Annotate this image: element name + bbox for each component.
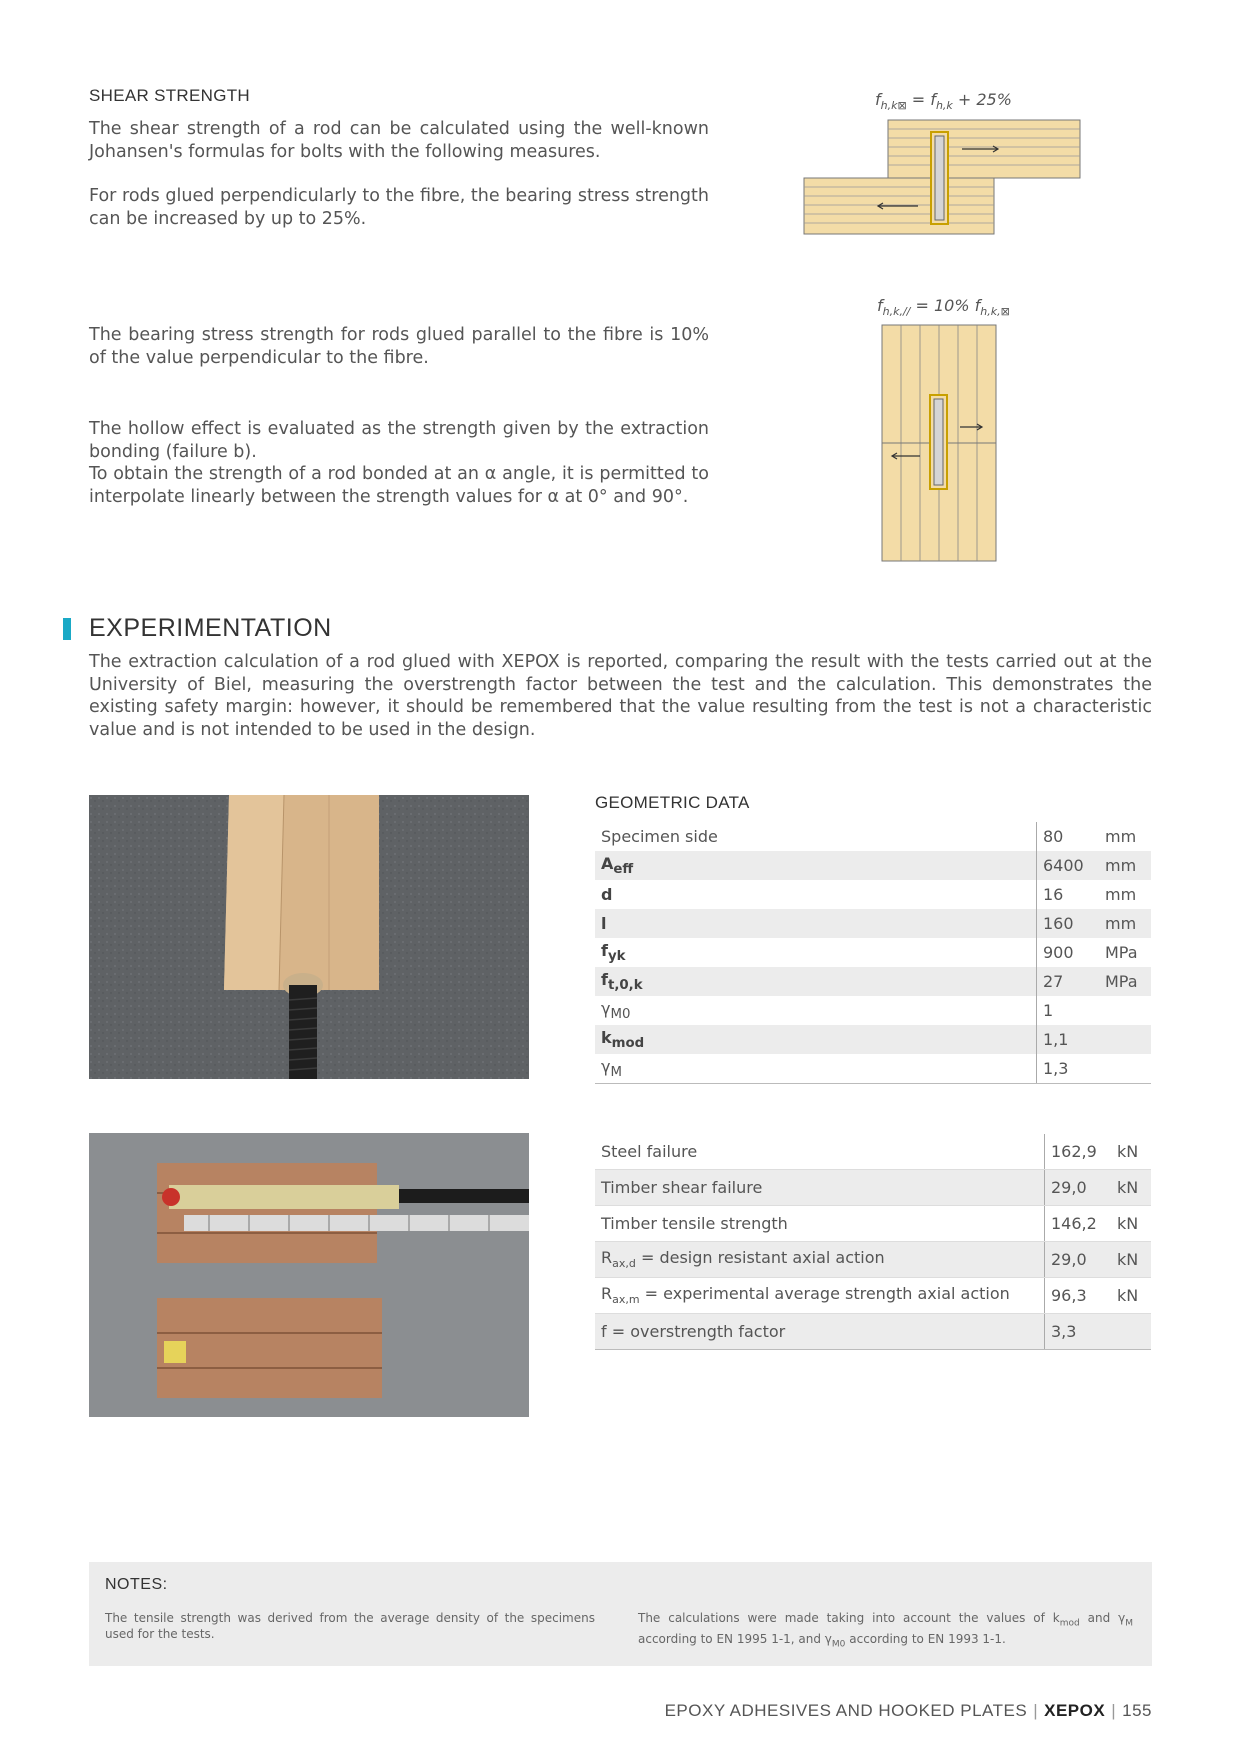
result-row [595,1170,1151,1206]
notes-box [89,1562,1152,1666]
geometric-data-table [595,822,1151,1084]
result-label: $R_{ax,d}$ = design resistant axial action [595,1242,1045,1278]
geometric-unit: mm [1099,909,1151,938]
result-unit [1111,1314,1151,1350]
result-row [595,1242,1151,1278]
geometric-unit: MPa [1105,943,1138,962]
specimen-photo [89,795,529,1079]
geometric-value: 1 [1037,996,1100,1025]
result-label: f = overstrength factor [595,1314,1045,1350]
geometric-row [595,967,1151,996]
result-label: Timber tensile strength [595,1206,1045,1242]
geometric-value: 1,1 [1037,1025,1100,1054]
geometric-data-heading: GEOMETRIC DATA [595,793,750,812]
geometric-row [595,880,1151,909]
geometric-unit: mm [1105,827,1137,846]
formula-parallel: $f_{h,k,//} = 10\%$ $f_{h,k,⊠}$ [877,296,1010,319]
geometric-param: $\gamma_{M0}$ [601,998,631,1023]
geometric-row [595,1025,1151,1054]
geometric-param: l [595,909,1037,938]
geometric-value: 27 [1037,967,1100,996]
result-value: 146,2 [1045,1206,1112,1242]
geometric-unit: mm [1099,851,1151,880]
geometric-value: 6400 [1037,851,1100,880]
experimentation-heading: EXPERIMENTATION [89,614,332,642]
note-left: The tensile strength was derived from the average density of the specimens used for the tests. [105,1611,595,1641]
geometric-value: 80 [1037,822,1100,851]
geometric-param: $f_{t,0,k}$ [595,967,1037,996]
result-row [595,1134,1151,1170]
geometric-value: 900 [1037,938,1100,967]
result-label: Steel failure [595,1134,1045,1170]
geometric-param: $A_{eff}$ [595,851,1037,880]
hollow-effect-text: The hollow effect is evaluated as the strength given by the extraction bonding (failure b). [89,419,709,462]
geometric-unit: MPa [1099,967,1151,996]
geometric-row [595,938,1151,967]
result-value: 96,3 [1045,1278,1112,1314]
geometric-unit [1099,996,1151,1025]
page-number: 155 [1122,1701,1152,1720]
result-value: 162,9 [1045,1134,1112,1170]
geometric-row [595,851,1151,880]
perpendicular-rod-diagram [800,118,1085,238]
result-value: 29,0 [1045,1170,1112,1206]
shear-paragraph-3: The bearing stress strength for rods glued parallel to the fibre is 10% of the value perpendicular to the fibre. [89,325,709,368]
geometric-row [595,1054,1151,1084]
shear-paragraph-2: For rods glued perpendicularly to the fibre, the bearing stress strength can be increased by up to 25%. [89,186,709,229]
geometric-value: 160 [1037,909,1100,938]
geometric-unit [1099,1054,1151,1084]
result-row [595,1314,1151,1350]
geometric-unit: mm [1105,885,1137,904]
notes-title: NOTES: [105,1576,168,1593]
result-row [595,1278,1151,1314]
section-accent-bar [63,618,71,640]
geometric-param: d [601,885,613,904]
formula-perpendicular: $f_{h,k⊠} = f_{h,k} + 25\%$ [875,90,1012,113]
result-unit: kN [1111,1206,1151,1242]
result-unit: kN [1111,1278,1151,1314]
result-label: $R_{ax,m}$ = experimental average strength axial action [595,1278,1045,1314]
parallel-rod-diagram [880,323,1000,563]
geometric-row [595,996,1151,1025]
note-right: The calculations were made taking into account the values of $k_{mod}$ and $\gamma_M$ according to EN 1995 1-1, and $\gamma_{M0}$ according to EN 1993 1-1. [638,1611,1133,1650]
geometric-row [595,822,1151,851]
footer-category: EPOXY ADHESIVES AND HOOKED PLATES [664,1701,1028,1720]
result-unit: kN [1111,1170,1151,1206]
result-unit: kN [1111,1134,1151,1170]
results-table [595,1134,1151,1350]
geometric-unit [1099,1025,1151,1054]
geometric-param: Specimen side [601,827,718,846]
result-row [595,1206,1151,1242]
geometric-value: 16 [1037,880,1100,909]
result-label: Timber shear failure [595,1170,1045,1206]
result-unit: kN [1111,1242,1151,1278]
result-value: 3,3 [1045,1314,1112,1350]
failed-specimen-photo [89,1133,529,1417]
glued-rod [931,132,948,224]
glued-rod-parallel [930,395,947,489]
geometric-param: $f_{yk}$ [601,940,626,965]
geometric-value: 1,3 [1037,1054,1100,1084]
shear-paragraph-1: The shear strength of a rod can be calculated using the well-known Johansen's formulas for bolts with the following measures. [89,119,709,162]
shear-strength-heading: SHEAR STRENGTH [89,86,250,105]
page-footer: EPOXY ADHESIVES AND HOOKED PLATES | XEPOX | 155 [664,1701,1152,1720]
angle-interpolation-text: To obtain the strength of a rod bonded at an α angle, it is permitted to interpolate linearly between the strength values for α at 0° and 90°. [89,464,709,507]
geometric-param: $k_{mod}$ [595,1025,1037,1054]
shear-paragraph-4 [89,418,709,508]
geometric-row [595,909,1151,938]
experimentation-paragraph: The extraction calculation of a rod glued with XEPOX is reported, comparing the result with the tests carried out at the University of Biel, measuring the overstrength factor between the test and the calculation. This demonstrates the existing safety margin: however, it should be remembered that the value resulting from the test is not a characteristic value and is not intended to be used in the design. [89,652,1152,740]
geometric-param: $\gamma_M$ [595,1054,1037,1084]
result-value: 29,0 [1045,1242,1112,1278]
footer-brand: XEPOX [1044,1701,1106,1720]
